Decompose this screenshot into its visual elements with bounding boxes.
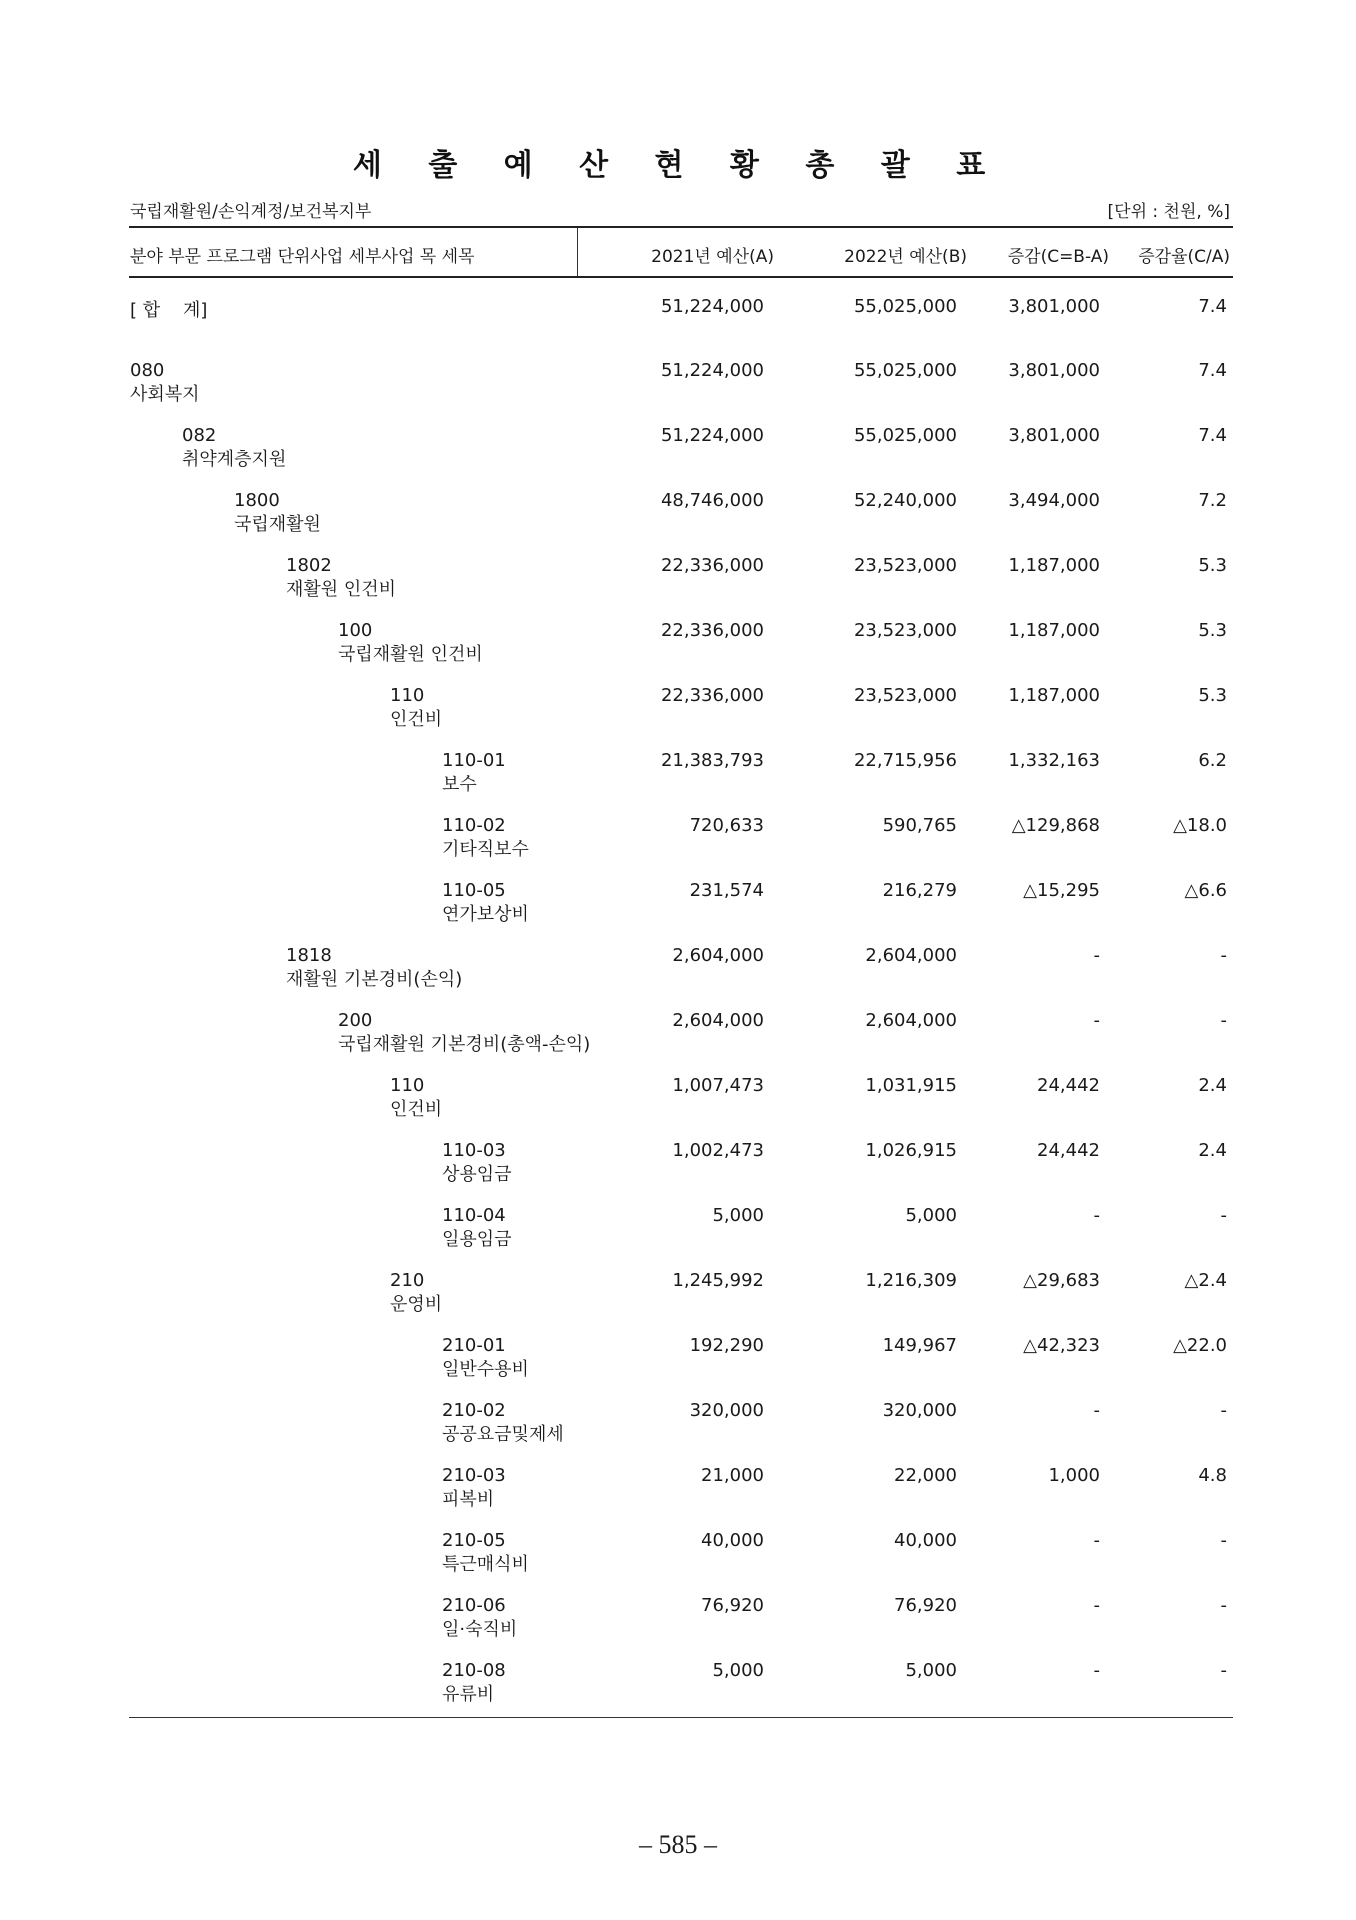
- row-2021: 21,000: [701, 1465, 764, 1486]
- row-change: 3,801,000: [1008, 425, 1100, 446]
- row-code: [ 합 계]: [130, 300, 208, 321]
- row-name: 사회복지: [130, 384, 200, 405]
- row-2022: 2,604,000: [865, 945, 957, 966]
- table-row: [0, 1595, 1356, 1655]
- row-rate: 5.3: [1198, 620, 1227, 641]
- row-name: 공공요금및제세: [442, 1424, 564, 1445]
- row-2022: 320,000: [882, 1400, 957, 1421]
- table-row: [0, 880, 1356, 940]
- row-2022: 23,523,000: [853, 555, 957, 576]
- row-2022: 5,000: [905, 1660, 957, 1681]
- row-rate: △22.0: [1173, 1335, 1227, 1356]
- header-2021: 2021년 예산(A): [651, 247, 774, 267]
- row-2021: 231,574: [689, 880, 764, 901]
- row-rate: 5.3: [1198, 685, 1227, 706]
- row-name: 국립재활원 인건비: [338, 644, 483, 665]
- row-name: 취약계층지원: [182, 449, 287, 470]
- row-2022: 23,523,000: [853, 620, 957, 641]
- row-change: △15,295: [1023, 880, 1100, 901]
- row-2022: 22,000: [894, 1465, 957, 1486]
- row-2022: 22,715,956: [853, 750, 957, 771]
- row-name: 피복비: [442, 1489, 495, 1510]
- row-2021: 22,336,000: [660, 555, 764, 576]
- row-code: 080: [130, 360, 165, 381]
- row-name: 국립재활원: [234, 514, 321, 535]
- row-2021: 51,224,000: [660, 296, 764, 317]
- table-row: [0, 1205, 1356, 1265]
- row-change: -: [1093, 1010, 1100, 1031]
- header-2022: 2022년 예산(B): [844, 247, 967, 267]
- row-2022: 1,216,309: [865, 1270, 957, 1291]
- row-rate: 7.4: [1198, 360, 1227, 381]
- header-change: 증감(C=B-A): [1007, 247, 1109, 267]
- row-name: 기타직보수: [442, 839, 529, 860]
- row-rate: -: [1220, 1010, 1227, 1031]
- row-2021: 720,633: [689, 815, 764, 836]
- table-row: [0, 945, 1356, 1005]
- row-name: 상용임금: [442, 1164, 512, 1185]
- table-row: [0, 1010, 1356, 1070]
- row-2022: 55,025,000: [853, 360, 957, 381]
- row-code: 1818: [286, 945, 332, 966]
- table-row: [0, 425, 1356, 485]
- row-code: 210-08: [442, 1660, 506, 1681]
- header-label: 분야 부문 프로그램 단위사업 세부사업 목 세목: [130, 247, 475, 267]
- row-2021: 40,000: [701, 1530, 764, 1551]
- row-2021: 192,290: [689, 1335, 764, 1356]
- row-2022: 55,025,000: [853, 425, 957, 446]
- row-rate: △2.4: [1184, 1270, 1227, 1291]
- row-2021: 320,000: [689, 1400, 764, 1421]
- row-2021: 5,000: [712, 1660, 764, 1681]
- row-name: 특근매식비: [442, 1554, 529, 1575]
- row-change: 3,801,000: [1008, 296, 1100, 317]
- row-change: △42,323: [1023, 1335, 1100, 1356]
- row-change: -: [1093, 1660, 1100, 1681]
- row-rate: -: [1220, 1660, 1227, 1681]
- row-code: 100: [338, 620, 373, 641]
- row-2021: 5,000: [712, 1205, 764, 1226]
- row-2022: 40,000: [894, 1530, 957, 1551]
- table-row: [0, 1400, 1356, 1460]
- row-change: -: [1093, 1595, 1100, 1616]
- row-change: 1,000: [1048, 1465, 1100, 1486]
- row-name: 보수: [442, 774, 477, 795]
- row-name: 재활원 인건비: [286, 579, 397, 600]
- row-rate: 2.4: [1198, 1140, 1227, 1161]
- unit-note: [단위 : 천원, %]: [1107, 202, 1230, 222]
- row-code: 110-01: [442, 750, 506, 771]
- row-2022: 76,920: [894, 1595, 957, 1616]
- row-change: -: [1093, 1530, 1100, 1551]
- total-row: [0, 296, 1356, 356]
- department-path: 국립재활원/손익계정/보건복지부: [130, 202, 372, 222]
- row-rate: △18.0: [1173, 815, 1227, 836]
- row-name: 일반수용비: [442, 1359, 529, 1380]
- row-2021: 76,920: [701, 1595, 764, 1616]
- table-row: [0, 1270, 1356, 1330]
- row-code: 210-03: [442, 1465, 506, 1486]
- row-code: 210-06: [442, 1595, 506, 1616]
- row-rate: -: [1220, 1205, 1227, 1226]
- row-change: △29,683: [1023, 1270, 1100, 1291]
- row-2022: 1,031,915: [865, 1075, 957, 1096]
- row-name: 인건비: [390, 709, 443, 730]
- row-change: 3,494,000: [1008, 490, 1100, 511]
- row-2021: 48,746,000: [660, 490, 764, 511]
- page-number: – 585 –: [639, 1830, 717, 1859]
- row-2022: 55,025,000: [853, 296, 957, 317]
- row-code: 110-05: [442, 880, 506, 901]
- row-rate: -: [1220, 1400, 1227, 1421]
- table-row: [0, 815, 1356, 875]
- row-name: 인건비: [390, 1099, 443, 1120]
- row-rate: 7.4: [1198, 425, 1227, 446]
- row-code: 200: [338, 1010, 373, 1031]
- row-2021: 51,224,000: [660, 425, 764, 446]
- row-2021: 1,007,473: [672, 1075, 764, 1096]
- row-change: 24,442: [1037, 1075, 1100, 1096]
- row-2022: 2,604,000: [865, 1010, 957, 1031]
- table-row: [0, 1335, 1356, 1395]
- table-top-rule: [129, 226, 1233, 228]
- row-2021: 2,604,000: [672, 945, 764, 966]
- row-2022: 5,000: [905, 1205, 957, 1226]
- row-name: 유류비: [442, 1684, 495, 1705]
- table-row: [0, 1140, 1356, 1200]
- row-change: 1,187,000: [1008, 555, 1100, 576]
- row-2022: 149,967: [882, 1335, 957, 1356]
- row-code: 082: [182, 425, 217, 446]
- table-row: [0, 555, 1356, 615]
- row-rate: -: [1220, 945, 1227, 966]
- row-rate: -: [1220, 1595, 1227, 1616]
- row-2022: 216,279: [882, 880, 957, 901]
- table-row: [0, 490, 1356, 550]
- row-change: -: [1093, 1400, 1100, 1421]
- row-change: 3,801,000: [1008, 360, 1100, 381]
- row-2021: 22,336,000: [660, 685, 764, 706]
- row-change: △129,868: [1011, 815, 1100, 836]
- row-rate: -: [1220, 1530, 1227, 1551]
- row-2022: 23,523,000: [853, 685, 957, 706]
- row-code: 110: [390, 685, 425, 706]
- row-rate: 5.3: [1198, 555, 1227, 576]
- row-change: -: [1093, 1205, 1100, 1226]
- row-rate: 4.8: [1198, 1465, 1227, 1486]
- row-rate: 2.4: [1198, 1075, 1227, 1096]
- row-code: 1800: [234, 490, 280, 511]
- table-row: [0, 1530, 1356, 1590]
- row-2022: 590,765: [882, 815, 957, 836]
- row-code: 1802: [286, 555, 332, 576]
- row-2021: 1,245,992: [672, 1270, 764, 1291]
- row-code: 210-01: [442, 1335, 506, 1356]
- row-rate: 7.2: [1198, 490, 1227, 511]
- row-name: 일용임금: [442, 1229, 512, 1250]
- row-change: 24,442: [1037, 1140, 1100, 1161]
- table-row: [0, 750, 1356, 810]
- row-2021: 22,336,000: [660, 620, 764, 641]
- row-change: 1,332,163: [1008, 750, 1100, 771]
- row-rate: △6.6: [1184, 880, 1227, 901]
- table-row: [0, 685, 1356, 745]
- row-change: 1,187,000: [1008, 620, 1100, 641]
- table-row: [0, 1465, 1356, 1525]
- table-row: [0, 360, 1356, 420]
- row-name: 연가보상비: [442, 904, 529, 925]
- row-2021: 2,604,000: [672, 1010, 764, 1031]
- row-code: 110-04: [442, 1205, 506, 1226]
- row-rate: 6.2: [1198, 750, 1227, 771]
- table-row: [0, 1660, 1356, 1720]
- row-2021: 21,383,793: [660, 750, 764, 771]
- row-change: 1,187,000: [1008, 685, 1100, 706]
- table-row: [0, 1075, 1356, 1135]
- row-code: 110-03: [442, 1140, 506, 1161]
- row-2022: 1,026,915: [865, 1140, 957, 1161]
- row-code: 210-02: [442, 1400, 506, 1421]
- table-bottom-rule: [129, 1717, 1233, 1718]
- row-change: -: [1093, 945, 1100, 966]
- row-2021: 1,002,473: [672, 1140, 764, 1161]
- row-code: 110: [390, 1075, 425, 1096]
- table-header-rule: [129, 276, 1233, 278]
- row-name: 운영비: [390, 1294, 443, 1315]
- row-code: 210: [390, 1270, 425, 1291]
- header-rate: 증감율(C/A): [1138, 247, 1230, 267]
- row-name: 재활원 기본경비(손익): [286, 969, 463, 990]
- table-row: [0, 620, 1356, 680]
- row-rate: 7.4: [1198, 296, 1227, 317]
- page-title: 세 출 예 산 현 황 총 괄 표: [352, 148, 1004, 183]
- header-divider: [577, 228, 578, 276]
- row-name: 일·숙직비: [442, 1619, 518, 1640]
- row-2021: 51,224,000: [660, 360, 764, 381]
- row-2022: 52,240,000: [853, 490, 957, 511]
- row-code: 210-05: [442, 1530, 506, 1551]
- row-code: 110-02: [442, 815, 506, 836]
- row-name: 국립재활원 기본경비(총액-손익): [338, 1034, 591, 1055]
